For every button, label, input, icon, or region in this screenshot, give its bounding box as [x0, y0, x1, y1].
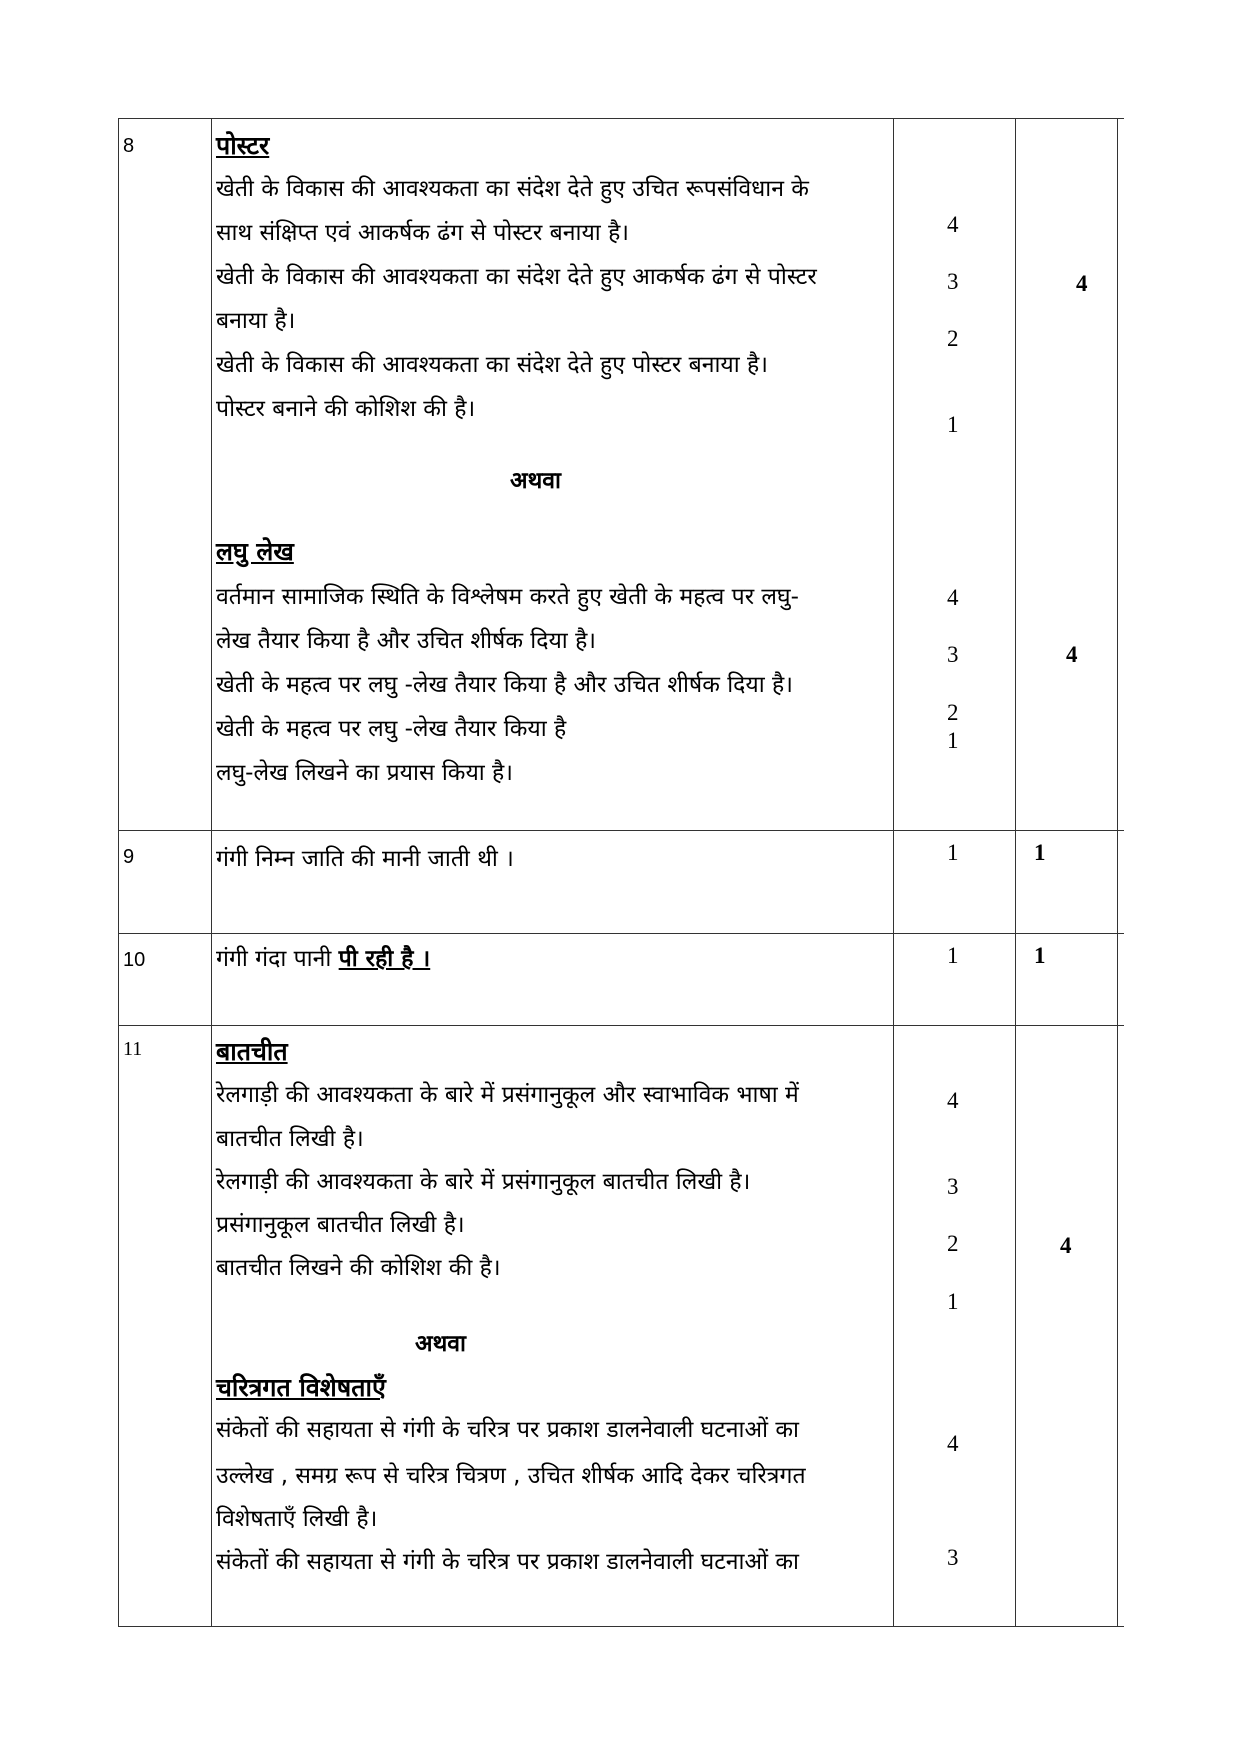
- table-border-top: [118, 118, 1124, 119]
- criterion-line: वर्तमान सामाजिक स्थिति के विश्लेषम करते हुए खेती के महत्व पर लघु-: [216, 584, 799, 610]
- criterion-line: बातचीत लिखने की कोशिश की है।: [216, 1255, 501, 1281]
- total-marks: 4: [1066, 642, 1078, 667]
- question-number: 9: [123, 846, 135, 868]
- criterion-line: विशेषताएँ लिखी है।: [216, 1506, 378, 1532]
- table-border-bottom: [118, 1626, 1124, 1627]
- column-divider-2: [893, 118, 894, 1627]
- score-value: 3: [947, 269, 959, 294]
- score-value: 2: [947, 700, 959, 725]
- score-value: 4: [947, 1431, 959, 1456]
- criterion-line: उल्लेख , समग्र रूप से चरित्र चित्रण , उचित शीर्षक आदि देकर चरित्रगत: [216, 1463, 806, 1489]
- question-number: 8: [123, 135, 135, 157]
- score-value: 3: [947, 642, 959, 667]
- total-marks: 4: [1060, 1233, 1072, 1258]
- section-heading-conversation: बातचीत: [216, 1037, 288, 1066]
- criterion-line: खेती के महत्व पर लघु -लेख तैयार किया है: [216, 716, 567, 742]
- question-number: 11: [123, 1038, 143, 1060]
- criterion-line: रेलगाड़ी की आवश्यकता के बारे में प्रसंगानुकूल बातचीत लिखी है।: [216, 1169, 751, 1195]
- score-value: 1: [947, 840, 959, 865]
- score-value: 3: [947, 1545, 959, 1570]
- score-value: 4: [947, 212, 959, 237]
- row-divider-9-10: [118, 933, 1124, 934]
- criterion-line: लघु-लेख लिखने का प्रयास किया है।: [216, 760, 513, 786]
- or-separator: अथवा: [510, 468, 562, 494]
- criterion-line: प्रसंगानुकूल बातचीत लिखी है।: [216, 1212, 465, 1238]
- column-divider-1: [211, 118, 212, 1627]
- criterion-line: बनाया है।: [216, 308, 296, 334]
- section-heading-short-essay: लघु लेख: [216, 537, 294, 566]
- criterion-line: साथ संक्षिप्त एवं आकर्षक ढंग से पोस्टर बनाया है।: [216, 220, 630, 246]
- answer-text: [216, 945, 430, 973]
- score-value: 1: [947, 943, 959, 968]
- score-value: 1: [947, 728, 959, 753]
- table-border-left: [118, 118, 119, 1627]
- criterion-line: लेख तैयार किया है और उचित शीर्षक दिया है।: [216, 628, 597, 654]
- answer-text-plain: गंगी गंदा पानी: [216, 946, 339, 972]
- section-heading-character-traits: चरित्रगत विशेषताएँ: [216, 1373, 386, 1402]
- answer-text-emphasis: पी रही है ।: [338, 946, 431, 972]
- criterion-line: संकेतों की सहायता से गंगी के चरित्र पर प्रकाश डालनेवाली घटनाओं का: [216, 1549, 799, 1575]
- total-marks: 1: [1034, 840, 1046, 865]
- criterion-line: पोस्टर बनाने की कोशिश की है।: [216, 396, 476, 422]
- criterion-line: रेलगाड़ी की आवश्यकता के बारे में प्रसंगानुकूल और स्वाभाविक भाषा में: [216, 1082, 799, 1108]
- table-border-right: [1117, 118, 1118, 1627]
- criterion-line: खेती के विकास की आवश्यकता का संदेश देते हुए आकर्षक ढंग से पोस्टर: [216, 264, 817, 290]
- criterion-line: बातचीत लिखी है।: [216, 1126, 364, 1152]
- score-value: 2: [947, 326, 959, 351]
- total-marks: 1: [1034, 943, 1046, 968]
- row-divider-8-9: [118, 830, 1124, 831]
- score-value: 4: [947, 585, 959, 610]
- section-heading-poster: पोस्टर: [216, 131, 270, 160]
- score-value: 4: [947, 1088, 959, 1113]
- total-marks: 4: [1076, 271, 1088, 296]
- or-separator: अथवा: [415, 1331, 467, 1357]
- criterion-line: खेती के विकास की आवश्यकता का संदेश देते हुए उचित रूपसंविधान के: [216, 176, 809, 202]
- answer-text: गंगी निम्न जाति की मानी जाती थी ।: [216, 846, 514, 872]
- row-divider-10-11: [118, 1025, 1124, 1026]
- criterion-line: खेती के महत्व पर लघु -लेख तैयार किया है और उचित शीर्षक दिया है।: [216, 672, 793, 698]
- criterion-line: संकेतों की सहायता से गंगी के चरित्र पर प्रकाश डालनेवाली घटनाओं का: [216, 1417, 799, 1443]
- score-value: 1: [947, 412, 959, 437]
- question-number: 10: [123, 949, 146, 971]
- score-value: 3: [947, 1174, 959, 1199]
- column-divider-3: [1015, 118, 1016, 1627]
- score-value: 2: [947, 1231, 959, 1256]
- criterion-line: खेती के विकास की आवश्यकता का संदेश देते हुए पोस्टर बनाया है।: [216, 352, 768, 378]
- score-value: 1: [947, 1289, 959, 1314]
